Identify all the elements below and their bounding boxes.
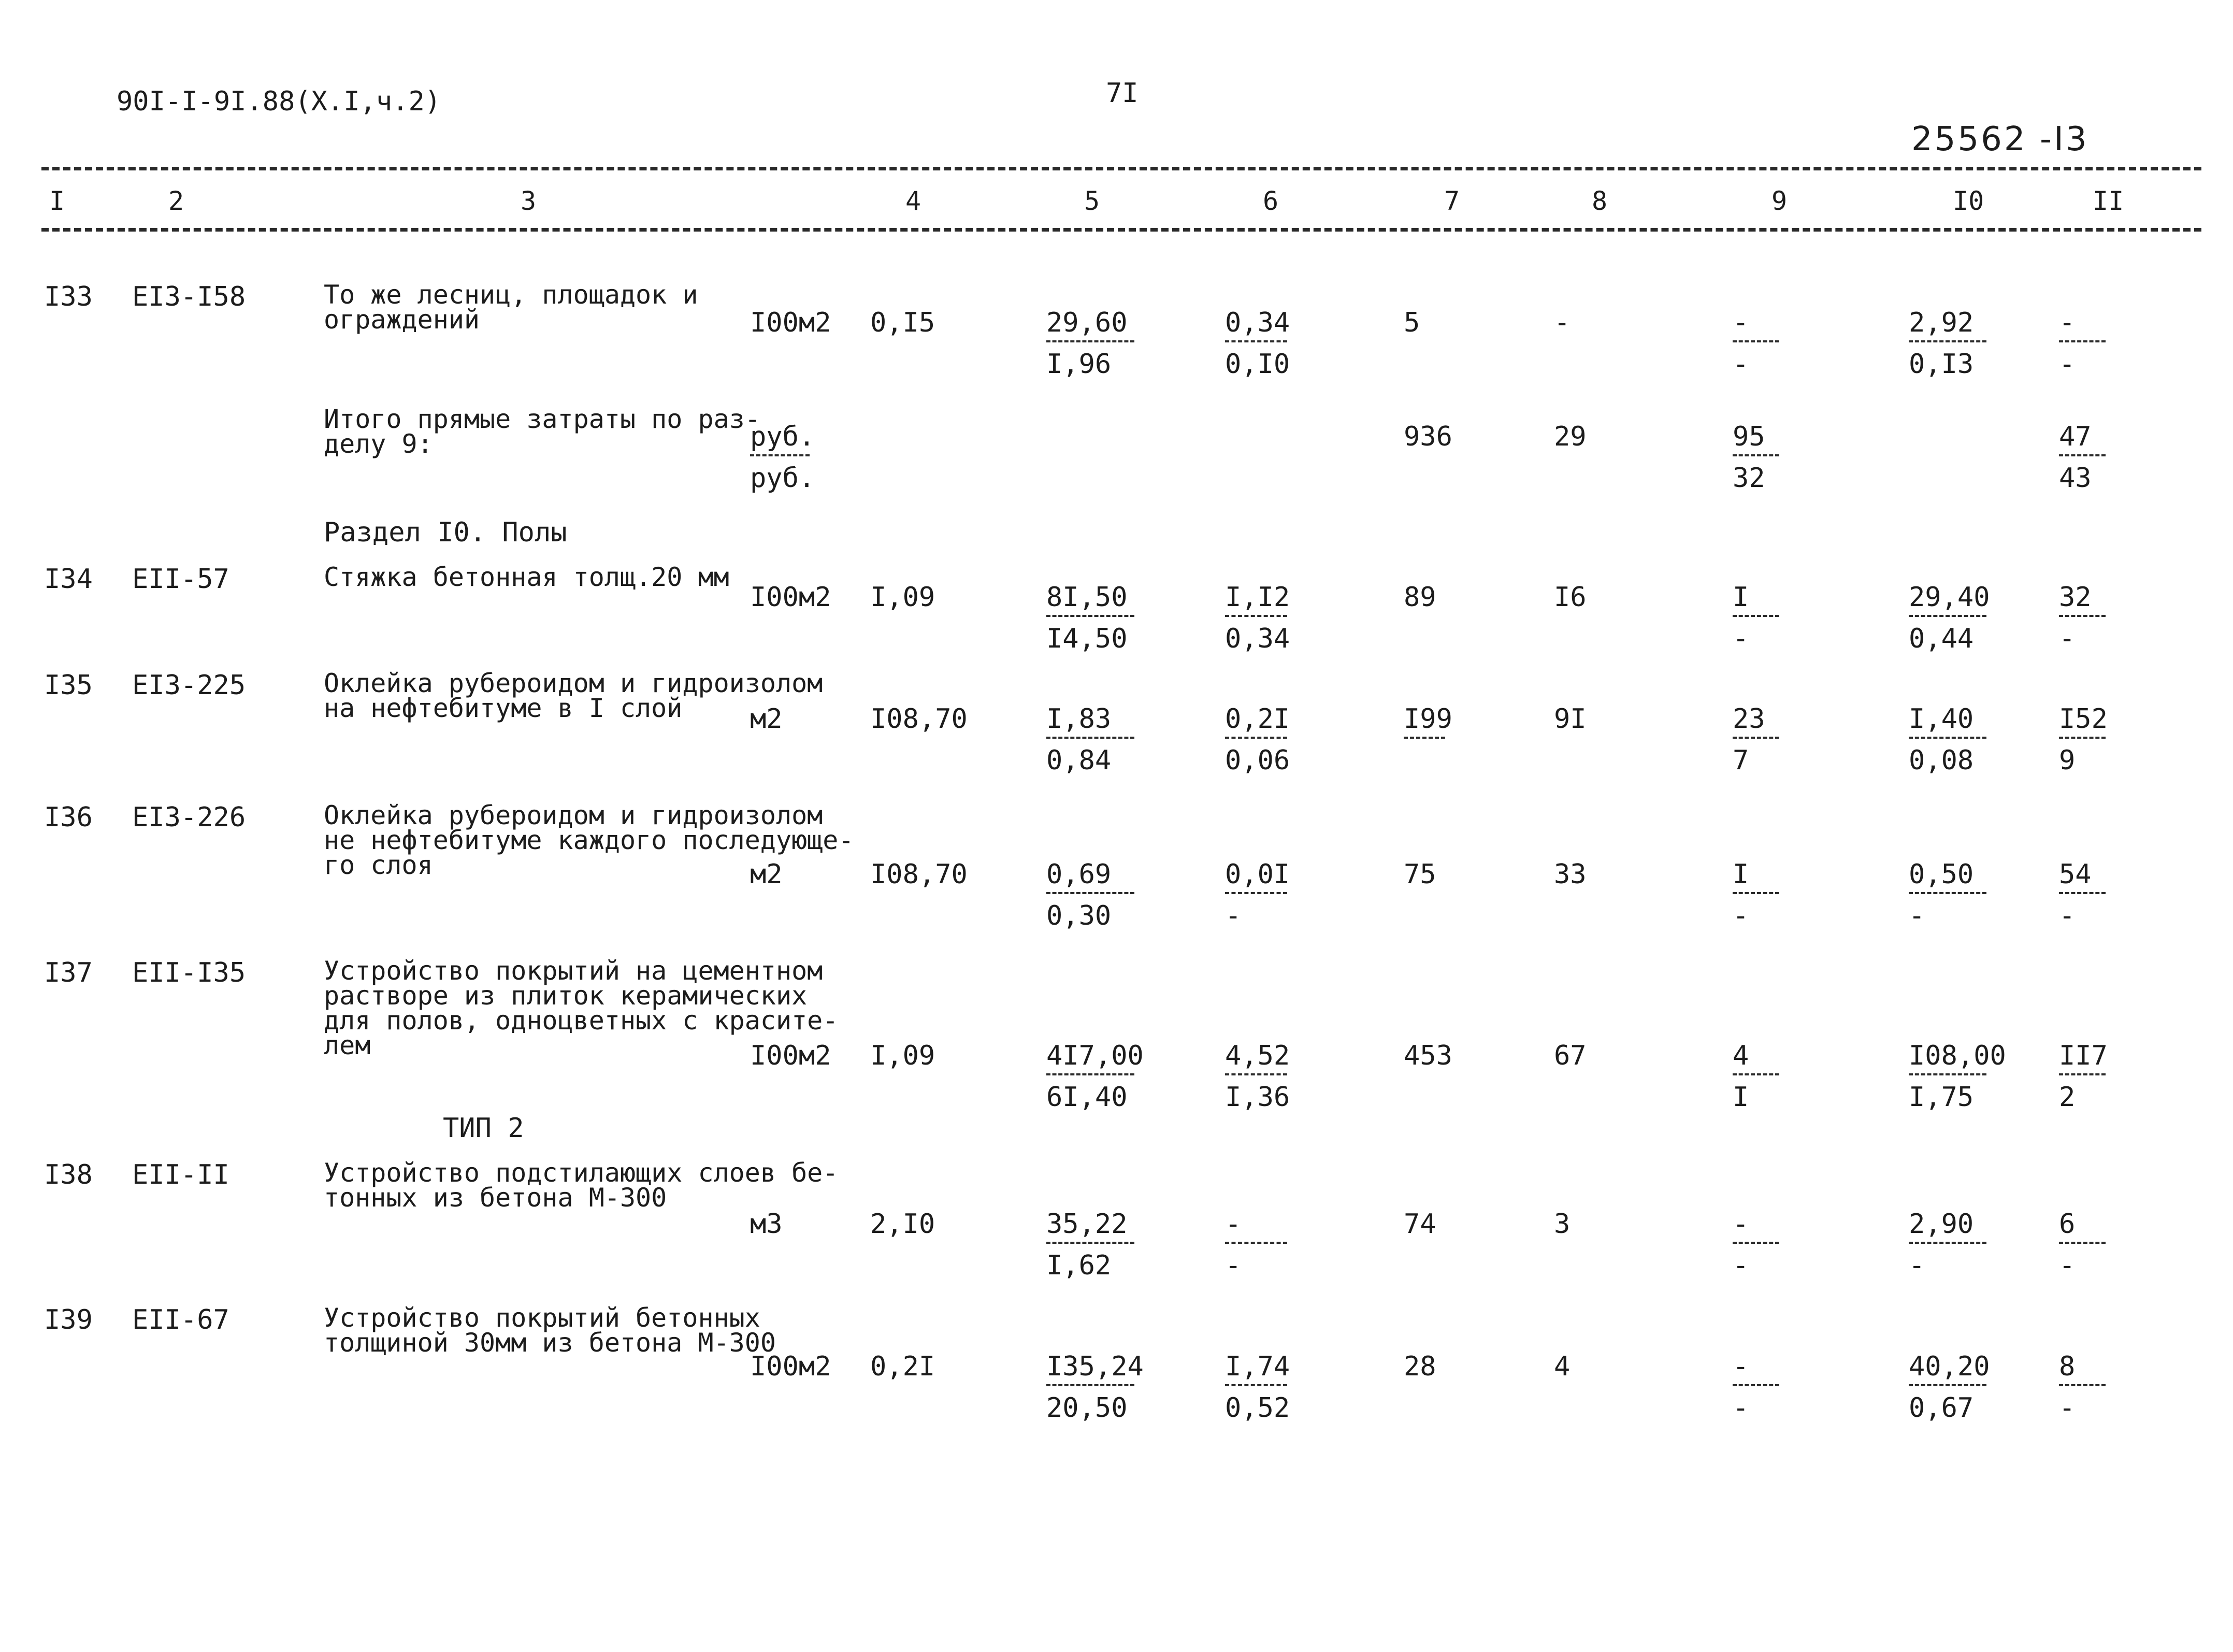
work-description: Устройство покрытий бетонных толщиной 30мм из бетона М-300 bbox=[324, 1303, 776, 1358]
work-description: Итого прямые затраты по раз- делу 9: bbox=[324, 404, 760, 459]
col-6-value-denominator: - bbox=[1225, 1250, 1242, 1281]
col-7-value bbox=[1404, 703, 1452, 775]
col-10-value bbox=[1909, 860, 1986, 930]
col-11-value bbox=[2059, 860, 2106, 930]
col-5-value bbox=[1046, 1351, 1144, 1424]
col-5-value-numerator: 0,69 bbox=[1046, 860, 1134, 894]
col-9-value bbox=[1733, 1041, 1779, 1112]
col-9-value-denominator: - bbox=[1733, 623, 1749, 654]
col-11-value-denominator: - bbox=[2059, 900, 2076, 931]
quantity: I,09 bbox=[870, 1040, 935, 1071]
col-8-value: I6 bbox=[1554, 582, 1587, 613]
col-7-value: 89 bbox=[1404, 582, 1436, 613]
work-description: Оклейка рубероидом и гидроизолом не нефтебитуме каждого последующе- го слоя bbox=[324, 800, 854, 880]
sheet-number: 25562 -I3 bbox=[1911, 120, 2089, 159]
quantity: 0,I5 bbox=[870, 307, 935, 338]
row-number: I35 bbox=[44, 670, 93, 701]
unit-fraction-numerator: руб. bbox=[750, 422, 810, 456]
col-6-value-numerator: I,I2 bbox=[1225, 583, 1287, 617]
col-10-value bbox=[1909, 582, 1990, 654]
col-9-value-numerator: - bbox=[1733, 1352, 1779, 1386]
col-5-value-numerator: 8I,50 bbox=[1046, 583, 1134, 617]
col-11-value-numerator: II7 bbox=[2059, 1041, 2106, 1075]
col-6-value-denominator: - bbox=[1225, 900, 1242, 931]
rate-code: EI3-I58 bbox=[132, 281, 246, 312]
col-7-value: 28 bbox=[1404, 1351, 1436, 1382]
unit: м3 bbox=[750, 1209, 783, 1240]
col-8-value: 4 bbox=[1554, 1351, 1571, 1382]
rate-code: EI3-226 bbox=[132, 802, 246, 833]
col-11-value-numerator: 8 bbox=[2059, 1352, 2106, 1386]
col-9-value-denominator: - bbox=[1733, 1250, 1749, 1281]
col-9-value-numerator: - bbox=[1733, 308, 1779, 342]
unit: I00м2 bbox=[750, 1040, 831, 1071]
col-11-value bbox=[2059, 422, 2106, 493]
col-9-value bbox=[1733, 860, 1779, 930]
type-label: ТИП 2 bbox=[443, 1113, 524, 1144]
col-10-value bbox=[1909, 1210, 1986, 1280]
col-8-value: 3 bbox=[1554, 1209, 1571, 1240]
col-9-value-denominator: - bbox=[1733, 1392, 1749, 1424]
col-6-value-numerator: 0,0I bbox=[1225, 860, 1287, 894]
unit: I00м2 bbox=[750, 582, 831, 613]
col-9-value-denominator: 7 bbox=[1733, 745, 1749, 776]
col-6-value-denominator: 0,34 bbox=[1225, 623, 1290, 654]
col-11-value-numerator: 54 bbox=[2059, 860, 2106, 894]
col-9-value bbox=[1733, 422, 1779, 493]
col-9-value bbox=[1733, 308, 1779, 379]
col-9-value-numerator: - bbox=[1733, 1210, 1779, 1244]
col-6-value-numerator: 0,34 bbox=[1225, 308, 1287, 342]
col-9-value-numerator: I bbox=[1733, 860, 1779, 894]
col-5-value-denominator: I4,50 bbox=[1046, 623, 1128, 654]
unit: м2 bbox=[750, 859, 783, 890]
work-description: Оклейка рубероидом и гидроизолом на нефтебитуме в I слой bbox=[324, 668, 823, 723]
quantity: 0,2I bbox=[870, 1351, 935, 1382]
col-7-value: 5 bbox=[1404, 307, 1420, 338]
col-10-value-numerator: I08,00 bbox=[1909, 1041, 1986, 1075]
row-number: I33 bbox=[44, 281, 93, 312]
column-header-11: II bbox=[2093, 186, 2124, 216]
unit: I00м2 bbox=[750, 307, 831, 338]
col-11-value-denominator: - bbox=[2059, 623, 2076, 654]
column-header-10: I0 bbox=[1953, 186, 1984, 216]
col-5-value-numerator: I,83 bbox=[1046, 705, 1134, 739]
col-5-value-numerator: 29,60 bbox=[1046, 308, 1134, 342]
col-10-value-numerator: 2,92 bbox=[1909, 308, 1986, 342]
col-9-value bbox=[1733, 1352, 1779, 1423]
row-number: I38 bbox=[44, 1159, 93, 1190]
col-10-value-denominator: 0,08 bbox=[1909, 745, 1974, 776]
row-number: I37 bbox=[44, 957, 93, 988]
rate-code: EII-I35 bbox=[132, 957, 246, 988]
column-header-5: 5 bbox=[1084, 186, 1100, 216]
col-11-value bbox=[2059, 1352, 2106, 1423]
section-title: Раздел I0. Полы bbox=[324, 517, 567, 548]
col-6-value bbox=[1225, 1351, 1290, 1424]
col-6-value bbox=[1225, 582, 1290, 654]
column-header-4: 4 bbox=[905, 186, 921, 216]
col-10-value-numerator: I,40 bbox=[1909, 705, 1986, 739]
col-6-value-numerator: 4,52 bbox=[1225, 1041, 1287, 1075]
col-11-value bbox=[2059, 1210, 2106, 1280]
col-11-value-denominator: 2 bbox=[2059, 1082, 2076, 1113]
row-number: I36 bbox=[44, 802, 93, 833]
column-header-2: 2 bbox=[168, 186, 184, 216]
unit: м2 bbox=[750, 703, 783, 735]
col-5-value-denominator: I,62 bbox=[1046, 1250, 1112, 1281]
col-6-value-denominator: 0,I0 bbox=[1225, 349, 1290, 380]
quantity: 2,I0 bbox=[870, 1209, 935, 1240]
col-6-value-denominator: 0,06 bbox=[1225, 745, 1290, 776]
col-11-value-denominator: 43 bbox=[2059, 463, 2092, 494]
col-6-value-denominator: I,36 bbox=[1225, 1082, 1290, 1113]
col-10-value bbox=[1909, 1040, 2006, 1113]
col-11-value-numerator: 47 bbox=[2059, 422, 2106, 456]
col-10-value-denominator: 0,67 bbox=[1909, 1392, 1974, 1424]
header-top-divider bbox=[41, 167, 2201, 170]
col-6-value-numerator: I,74 bbox=[1225, 1352, 1287, 1386]
col-7-value: 936 bbox=[1404, 421, 1452, 452]
col-10-value-numerator: 40,20 bbox=[1909, 1352, 1986, 1386]
column-header-8: 8 bbox=[1592, 186, 1608, 216]
col-9-value-denominator: I bbox=[1733, 1082, 1749, 1113]
col-9-value bbox=[1733, 583, 1779, 653]
col-5-value-denominator: 0,30 bbox=[1046, 900, 1112, 931]
col-11-value-numerator: 6 bbox=[2059, 1210, 2106, 1244]
col-5-value-numerator: 4I7,00 bbox=[1046, 1041, 1134, 1075]
col-9-value-numerator: 95 bbox=[1733, 422, 1779, 456]
row-number: I39 bbox=[44, 1304, 93, 1335]
work-description: Устройство покрытий на цементном растворе из плиток керамических для полов, одноцветных с красите- лем bbox=[324, 956, 839, 1060]
unit-fraction-denominator: руб. bbox=[750, 463, 815, 494]
unit: I00м2 bbox=[750, 1351, 831, 1382]
work-description: Стяжка бетонная толщ.20 мм bbox=[324, 562, 729, 592]
col-5-value-denominator: 20,50 bbox=[1046, 1392, 1128, 1424]
column-header-7: 7 bbox=[1444, 186, 1460, 216]
col-6-value bbox=[1225, 1040, 1290, 1113]
rate-code: EI3-225 bbox=[132, 670, 246, 701]
col-9-value-denominator: - bbox=[1733, 900, 1749, 931]
col-8-value: 67 bbox=[1554, 1040, 1587, 1071]
col-9-value-denominator: - bbox=[1733, 349, 1749, 380]
rate-code: EII-67 bbox=[132, 1304, 229, 1335]
col-9-value-numerator: 23 bbox=[1733, 705, 1779, 739]
col-5-value-denominator: 0,84 bbox=[1046, 745, 1112, 776]
col-6-value-numerator: - bbox=[1225, 1210, 1287, 1244]
col-7-value-numerator: I99 bbox=[1404, 705, 1445, 739]
page-number: 7I bbox=[1106, 78, 1139, 109]
col-7-value-denominator bbox=[1404, 739, 1445, 775]
col-9-value bbox=[1733, 705, 1779, 775]
quantity: I08,70 bbox=[870, 859, 968, 890]
col-6-value-denominator: 0,52 bbox=[1225, 1392, 1290, 1424]
unit-fraction bbox=[750, 421, 815, 494]
col-11-value-denominator: - bbox=[2059, 1250, 2076, 1281]
col-11-value bbox=[2059, 1041, 2106, 1112]
col-5-value-numerator: I35,24 bbox=[1046, 1352, 1134, 1386]
col-5-value-denominator: 6I,40 bbox=[1046, 1082, 1128, 1113]
col-6-value bbox=[1225, 307, 1290, 380]
col-10-value-numerator: 2,90 bbox=[1909, 1210, 1986, 1244]
col-9-value-numerator: I bbox=[1733, 583, 1779, 617]
column-header-9: 9 bbox=[1771, 186, 1788, 216]
col-9-value bbox=[1733, 1210, 1779, 1280]
col-11-value-denominator: 9 bbox=[2059, 745, 2076, 776]
quantity: I08,70 bbox=[870, 703, 968, 735]
col-8-value: 29 bbox=[1554, 421, 1587, 452]
col-8-value: 9I bbox=[1554, 703, 1587, 735]
col-10-value-denominator: - bbox=[1909, 900, 1925, 931]
col-11-value bbox=[2059, 583, 2106, 653]
col-10-value bbox=[1909, 308, 1986, 379]
document-code: 90I-I-9I.88(X.I,ч.2) bbox=[117, 86, 441, 117]
col-6-value bbox=[1225, 703, 1290, 776]
col-5-value bbox=[1046, 583, 1134, 653]
column-header-3: 3 bbox=[521, 186, 537, 216]
row-number: I34 bbox=[44, 564, 93, 595]
col-10-value-denominator: 0,I3 bbox=[1909, 349, 1974, 380]
col-11-value-numerator: - bbox=[2059, 308, 2106, 342]
col-10-value-numerator: 0,50 bbox=[1909, 860, 1986, 894]
column-header-6: 6 bbox=[1263, 186, 1279, 216]
col-5-value bbox=[1046, 860, 1134, 930]
header-bottom-divider bbox=[41, 228, 2201, 232]
col-5-value-denominator: I,96 bbox=[1046, 349, 1112, 380]
col-8-value: - bbox=[1554, 307, 1571, 338]
col-10-value-numerator: 29,40 bbox=[1909, 583, 1986, 617]
col-9-value-numerator: 4 bbox=[1733, 1041, 1779, 1075]
col-6-value-numerator: 0,2I bbox=[1225, 705, 1287, 739]
col-8-value: 33 bbox=[1554, 859, 1587, 890]
col-10-value-denominator: I,75 bbox=[1909, 1082, 1974, 1113]
col-9-value-denominator: 32 bbox=[1733, 463, 1765, 494]
col-10-value bbox=[1909, 1351, 1990, 1424]
col-11-value bbox=[2059, 705, 2106, 775]
work-description: То же лесниц, площадок и ограждений bbox=[324, 280, 698, 335]
col-5-value bbox=[1046, 308, 1134, 379]
col-7-value: 75 bbox=[1404, 859, 1436, 890]
col-11-value-numerator: I52 bbox=[2059, 705, 2106, 739]
col-11-value-denominator: - bbox=[2059, 349, 2076, 380]
col-7-value: 74 bbox=[1404, 1209, 1436, 1240]
col-10-value bbox=[1909, 705, 1986, 775]
rate-code: EII-II bbox=[132, 1159, 229, 1190]
col-11-value bbox=[2059, 308, 2106, 379]
col-6-value bbox=[1225, 859, 1290, 931]
col-5-value bbox=[1046, 705, 1134, 775]
col-11-value-denominator: - bbox=[2059, 1392, 2076, 1424]
quantity: I,09 bbox=[870, 582, 935, 613]
col-5-value bbox=[1046, 1040, 1144, 1113]
col-10-value-denominator: - bbox=[1909, 1250, 1925, 1281]
col-6-value bbox=[1225, 1210, 1287, 1280]
column-header-1: I bbox=[49, 186, 65, 216]
rate-code: EII-57 bbox=[132, 564, 229, 595]
col-5-value bbox=[1046, 1210, 1134, 1280]
work-description: Устройство подстилающих слоев бе- тонных из бетона М-300 bbox=[324, 1158, 839, 1213]
col-10-value-denominator: 0,44 bbox=[1909, 623, 1974, 654]
col-7-value: 453 bbox=[1404, 1040, 1452, 1071]
col-11-value-numerator: 32 bbox=[2059, 583, 2106, 617]
col-5-value-numerator: 35,22 bbox=[1046, 1210, 1134, 1244]
